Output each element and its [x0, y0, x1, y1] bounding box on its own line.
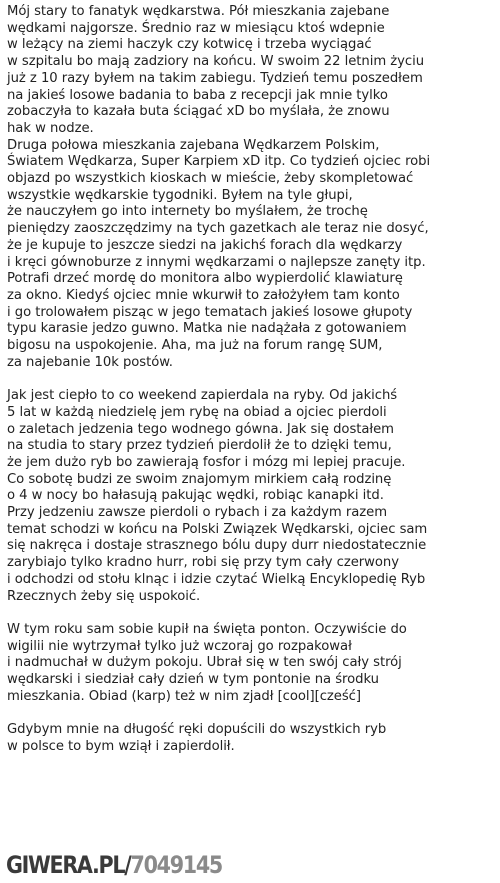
text-line: typu karasie jedzo guwno. Matka nie nadążała z gotowaniem	[7, 321, 407, 337]
text-line: Druga połowa mieszkania zajebana Wędkarzem Polskim,	[7, 137, 380, 153]
text-line: objazd po wszystkich kioskach w mieście, żeby skompletować	[7, 171, 414, 187]
text-line: w leżący na ziemi haczyk czy kotwicę i trzeba wyciągać	[7, 37, 372, 53]
text-line: w szpitalu bo mają zadziory na końcu. W swoim 22 letnim życiu	[7, 54, 425, 70]
text-line: zarybiajo tylko kradno hurr, robi się przy tym cały czerwony	[7, 555, 399, 571]
text-line: się nakręca i dostaje strasznego bólu dupy durr niedostatecznie	[7, 538, 427, 554]
text-line: temat schodzi w końcu na Polski Związek Wędkarski, ojciec sam	[7, 521, 428, 537]
text-line: już z 10 razy byłem na takim zabiegu. Tydzień temu poszedłem	[7, 70, 423, 86]
text-line: 5 lat w każdą niedzielę jem rybę na obiad a ojciec pierdoli	[7, 404, 387, 420]
text-line: w polsce to bym wziął i zapierdolił.	[7, 738, 235, 754]
text-line: wigilii nie wytrzymał tylko już wczoraj go rozpakował	[7, 638, 352, 654]
paragraph-gap	[7, 371, 497, 388]
text-line: i kręci gównoburze z innymi wędkarzami o najlepsze zanęty itp.	[7, 254, 426, 270]
text-line: Gdybym mnie na długość ręki dopuścili do wszystkich ryb	[7, 722, 387, 738]
text-line: bigosu na uspokojenie. Aha, ma już na forum rangę SUM,	[7, 338, 383, 354]
text-line: mieszkania. Obiad (karp) też w nim zjadł [cool][cześć]	[7, 688, 361, 704]
text-line: Co sobotę budzi ze swoim znajomym mirkiem całą rodzinę	[7, 471, 392, 487]
story-text	[7, 4, 497, 756]
text-line: W tym roku sam sobie kupił na święta ponton. Oczywiście do	[7, 621, 407, 637]
text-line: Światem Wędkarza, Super Karpiem xD itp. Co tydzień ojciec robi	[7, 154, 431, 170]
watermark-site: GIWERA.PL/	[6, 851, 131, 879]
text-line: że jem dużo ryb bo zawierają fosfor i mózg mi lepiej pracuje.	[7, 454, 406, 470]
paragraph	[7, 722, 497, 755]
text-line: Jak jest ciepło to co weekend zapierdala na ryby. Od jakichś	[7, 388, 398, 404]
text-line: o zaletach jedzenia tego wodnego gówna. Jak się dostałem	[7, 421, 394, 437]
text-line: za okno. Kiedyś ojciec mnie wkurwił to założyłem tam konto	[7, 287, 400, 303]
text-line: Mój stary to fanatyk wędkarstwa. Pół mieszkania zajebane	[7, 4, 390, 19]
paragraph	[7, 622, 497, 706]
paragraph-gap	[7, 605, 497, 622]
text-line: wszystkie wędkarskie tygodniki. Byłem na tyle głupi,	[7, 187, 353, 203]
text-line: że nauczyłem go into internety bo myślałem, że trochę	[7, 204, 368, 220]
text-line: zobaczyła to kazała buta ściągać xD bo myślała, że znowu	[7, 104, 390, 120]
text-line: Potrafi drzeć mordę do monitora albo wypierdolić klawiaturę	[7, 271, 403, 287]
text-line: i go trolowałem pisząc w jego tematach jakieś losowe głupoty	[7, 304, 413, 320]
text-line: i nadmuchał w dużym pokoju. Ubrał się w ten swój cały strój	[7, 655, 402, 671]
text-line: pieniędzy zaoszczędzimy na tych gazetkach ale teraz nie dosyć,	[7, 221, 429, 237]
text-line: hak w nodze.	[7, 120, 94, 136]
watermark-id: 7049145	[130, 851, 223, 879]
text-line: za najebanie 10k postów.	[7, 354, 173, 370]
text-line: wędkami najgorsze. Średnio raz w miesiącu ktoś wdepnie	[7, 20, 385, 36]
text-line: i odchodzi od stołu klnąc i idzie czytać Wielką Encyklopedię Ryb	[7, 571, 426, 587]
paragraph	[7, 388, 497, 605]
text-line: Przy jedzeniu zawsze pierdoli o rybach i za każdym razem	[7, 505, 387, 521]
site-watermark	[6, 851, 222, 879]
text-line: o 4 w nocy bo hałasują pakując wędki, robiąc kanapki itd.	[7, 488, 384, 504]
text-line: Rzecznych żeby się uspokoić.	[7, 588, 201, 604]
text-line: wędkarski i siedział cały dzień w tym pontonie na środku	[7, 672, 379, 688]
text-line: że je kupuje to jeszcze siedzi na jakichś forach dla wędkarzy	[7, 237, 403, 253]
text-line: na studia to stary przez tydzień pierdolił że to dzięki temu,	[7, 438, 392, 454]
paragraph-gap	[7, 706, 497, 723]
text-line: na jakieś losowe badania to baba z recepcji jak mnie tylko	[7, 87, 388, 103]
paragraph	[7, 4, 497, 371]
